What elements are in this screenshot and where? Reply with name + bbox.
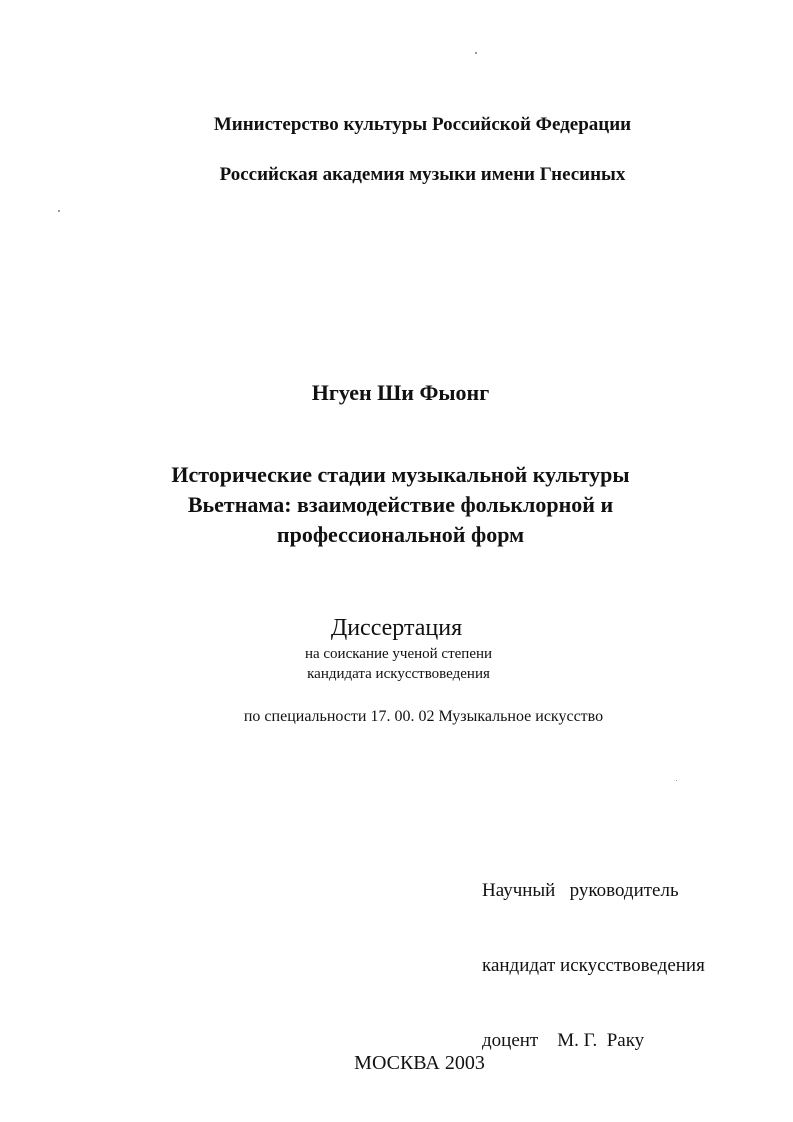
advisor-line-3: доцент М. Г. Раку: [482, 1030, 645, 1051]
degree-line-2: кандидата искусствоведения: [307, 666, 490, 682]
title-line-3: профессиональной форм: [276, 522, 525, 547]
title-line-2: Вьетнама: взаимодействие фольклорной и: [187, 492, 614, 517]
city-year: МОСКВА 2003: [354, 1052, 485, 1074]
scan-speck: [475, 52, 477, 54]
academy-name: Российская академия музыки имени Гнесиных: [219, 164, 626, 185]
author-name: Нгуен Ши Фыонг: [311, 380, 490, 405]
dissertation-title: [4, 460, 793, 550]
specialty-line: по специальности 17. 00. 02 Музыкальное искусство: [243, 708, 604, 725]
scan-speck: [676, 780, 677, 781]
scan-speck: [58, 210, 60, 212]
advisor-line-1: Научный руководитель: [482, 880, 679, 901]
ministry-name: Министерство культуры Российской Федерации: [213, 114, 632, 135]
title-line-1: Исторические стадии музыкальной культуры: [171, 462, 630, 487]
advisor-line-2: кандидат искусствоведения: [482, 955, 705, 976]
dissertation-label: Диссертация: [330, 615, 463, 641]
degree-line-1: на соискание ученой степени: [304, 646, 493, 662]
